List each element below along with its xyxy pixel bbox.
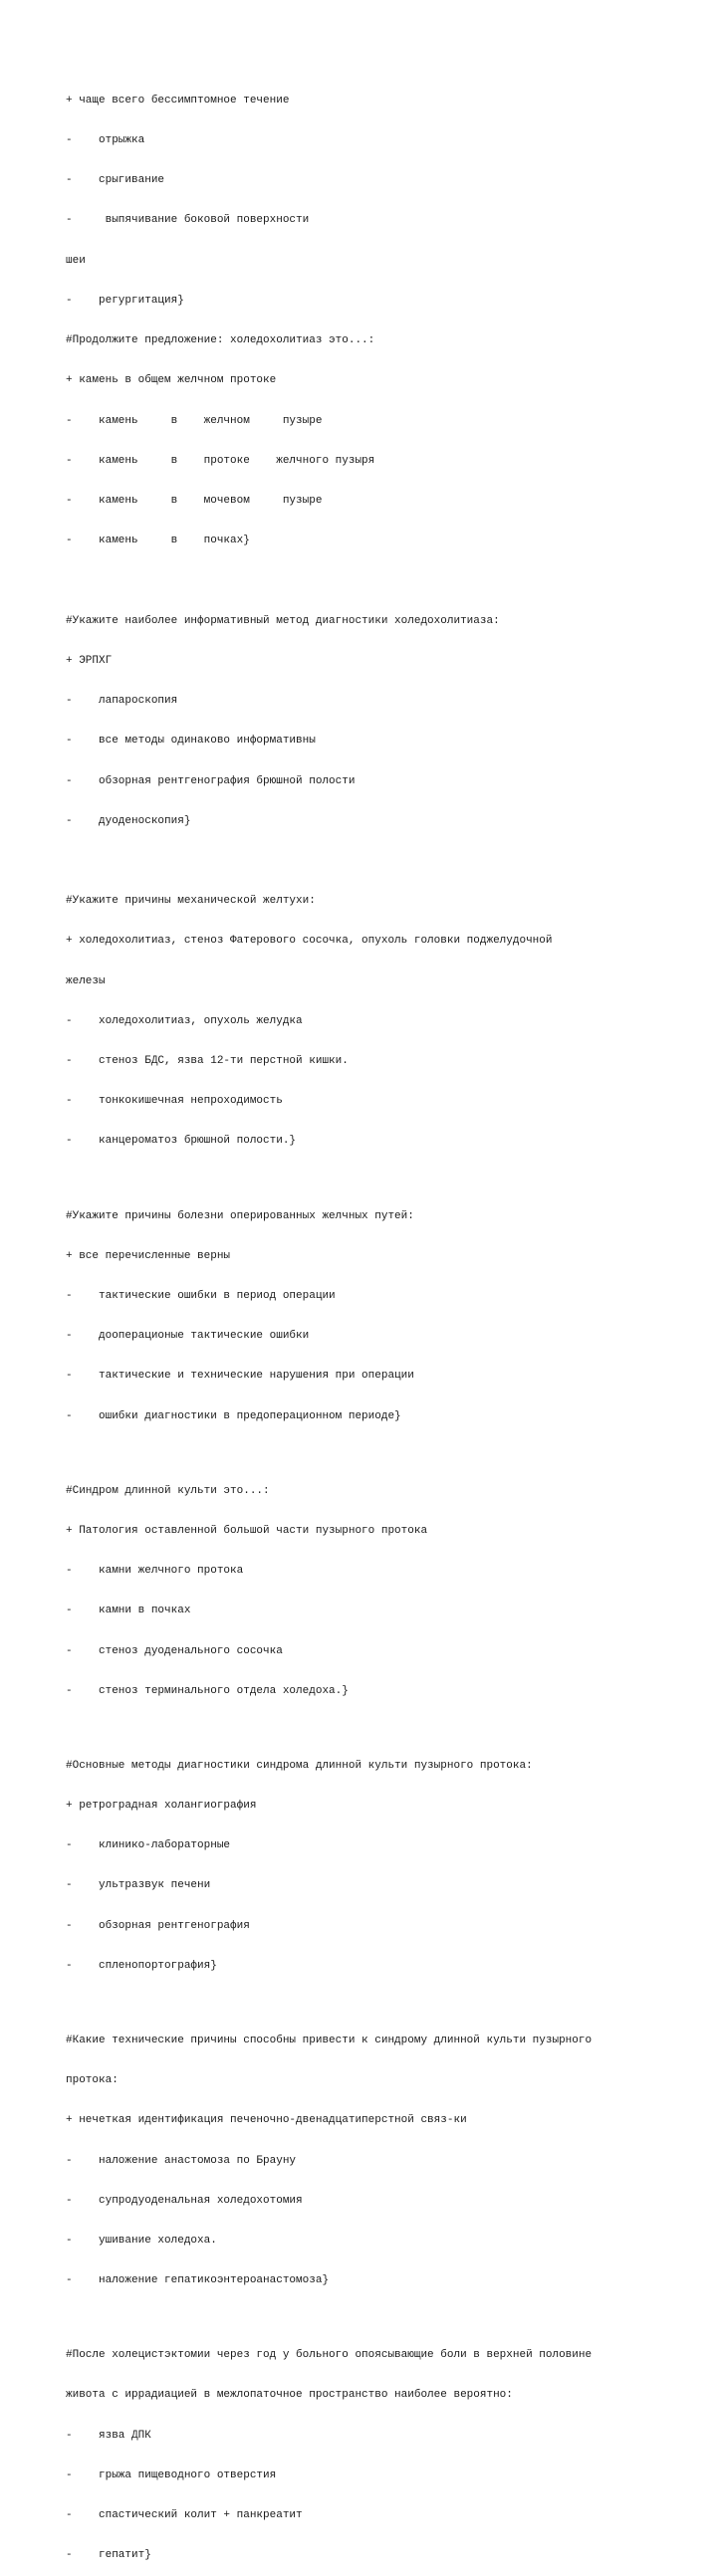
question-heading: #Основные методы диагностики синдрома длинной культи пузырного протока: — [66, 1759, 533, 1772]
text-line: шеи — [66, 254, 86, 267]
text-line: - наложение анастомоза по Брауну — [66, 2154, 297, 2167]
text-line: - холедохолитиаз, опухоль желудка — [66, 1014, 303, 1027]
document-body — [66, 68, 663, 2576]
text-line: - камень в желчном пузыре — [66, 414, 323, 427]
text-line: - клинико-лабораторные — [66, 1839, 231, 1852]
text-line: - все методы одинаково информативны — [66, 735, 316, 748]
text-line: - спленопортография} — [66, 1959, 217, 1972]
spacer — [66, 2314, 663, 2322]
text-line: + Патология оставленной большой части пузырного протока — [66, 1524, 428, 1537]
text-line: - грыжа пищеводного отверстия — [66, 2469, 277, 2481]
text-line: - дооперационые тактические ошибки — [66, 1330, 310, 1343]
text-line: + камень в общем желчном протоке — [66, 374, 277, 387]
text-line: - стеноз БДС, язва 12-ти перстной кишки. — [66, 1055, 349, 1068]
spacer — [66, 1176, 663, 1183]
text-line: - дуоденоскопия} — [66, 814, 191, 827]
text-line: - лапароскопия — [66, 695, 178, 708]
text-line: - супродуоденальная холедохотомия — [66, 2194, 303, 2207]
question-heading: #Укажите причины болезни оперированных желчных путей: — [66, 1209, 414, 1222]
question-heading: #Продолжите предложение: холедохолитиаз это...: — [66, 334, 375, 347]
text-line: - обзорная рентгенография брюшной полости — [66, 774, 356, 787]
text-line: + чаще всего бессимптомное течение — [66, 94, 290, 107]
text-line: живота с иррадиацией в межлопаточное пространство наиболее вероятно: — [66, 2389, 513, 2402]
question-heading: #Какие технические причины способны привести к синдрому длинной культи пузырного — [66, 2034, 593, 2046]
spacer — [66, 2000, 663, 2008]
spacer — [66, 574, 663, 587]
text-line: - тактические и технические нарушения при операции — [66, 1370, 414, 1383]
text-line: - наложение гепатикоэнтероанастомоза} — [66, 2274, 330, 2287]
text-line: - срыгивание — [66, 174, 165, 187]
text-line: - стеноз терминального отдела холедоха.} — [66, 1684, 349, 1697]
question-heading: #Синдром длинной культи это...: — [66, 1484, 270, 1497]
text-line: - стеноз дуоденального сосочка — [66, 1644, 283, 1657]
text-line: - ушивание холедоха. — [66, 2234, 217, 2247]
text-line: - обзорная рентгенография — [66, 1919, 250, 1932]
question-heading: #После холецистэктомии через год у больного опоясывающие боли в верхней половине — [66, 2349, 593, 2362]
text-line: - канцероматоз брюшной полости.} — [66, 1135, 297, 1148]
text-line: железы — [66, 974, 106, 987]
text-line: - тонкокишечная непроходимость — [66, 1095, 283, 1108]
text-line: + ЭРПХГ — [66, 654, 113, 667]
text-line: + все перечисленные верны — [66, 1249, 231, 1262]
text-line: - камни в почках — [66, 1605, 191, 1617]
text-line: + холедохолитиаз, стеноз Фатерового сосочка, опухоль головки поджелудочной — [66, 935, 553, 948]
question-heading: #Укажите наиболее информативный метод диагностики холедохолитиаза: — [66, 614, 500, 627]
text-line: - спастический колит + панкреатит — [66, 2509, 303, 2522]
text-line: - тактические ошибки в период операции — [66, 1289, 336, 1302]
question-heading: #Укажите причины механической желтухи: — [66, 895, 316, 908]
text-line: - камень в почках} — [66, 535, 250, 547]
text-line: - ошибки диагностики в предоперационном периоде} — [66, 1409, 401, 1422]
spacer — [66, 855, 663, 868]
text-line: - камень в мочевом пузыре — [66, 495, 323, 507]
text-line: - регургитация} — [66, 294, 184, 307]
spacer — [66, 1450, 663, 1458]
text-line: - выпячивание боковой поверхности — [66, 214, 310, 227]
text-line: + ретроградная холангиография — [66, 1799, 257, 1812]
text-line: - отрыжка — [66, 134, 145, 147]
text-line: - язва ДПК — [66, 2429, 151, 2442]
text-line: - гепатит} — [66, 2549, 151, 2562]
spacer — [66, 1725, 663, 1733]
text-line: - ультразвук печени — [66, 1879, 211, 1892]
text-line: - камни желчного протока — [66, 1565, 244, 1578]
text-line: протока: — [66, 2074, 119, 2087]
text-line: - камень в протоке желчного пузыря — [66, 454, 375, 467]
text-line: + нечеткая идентификация печеночно-двенадцатиперстной связ-ки — [66, 2114, 467, 2127]
